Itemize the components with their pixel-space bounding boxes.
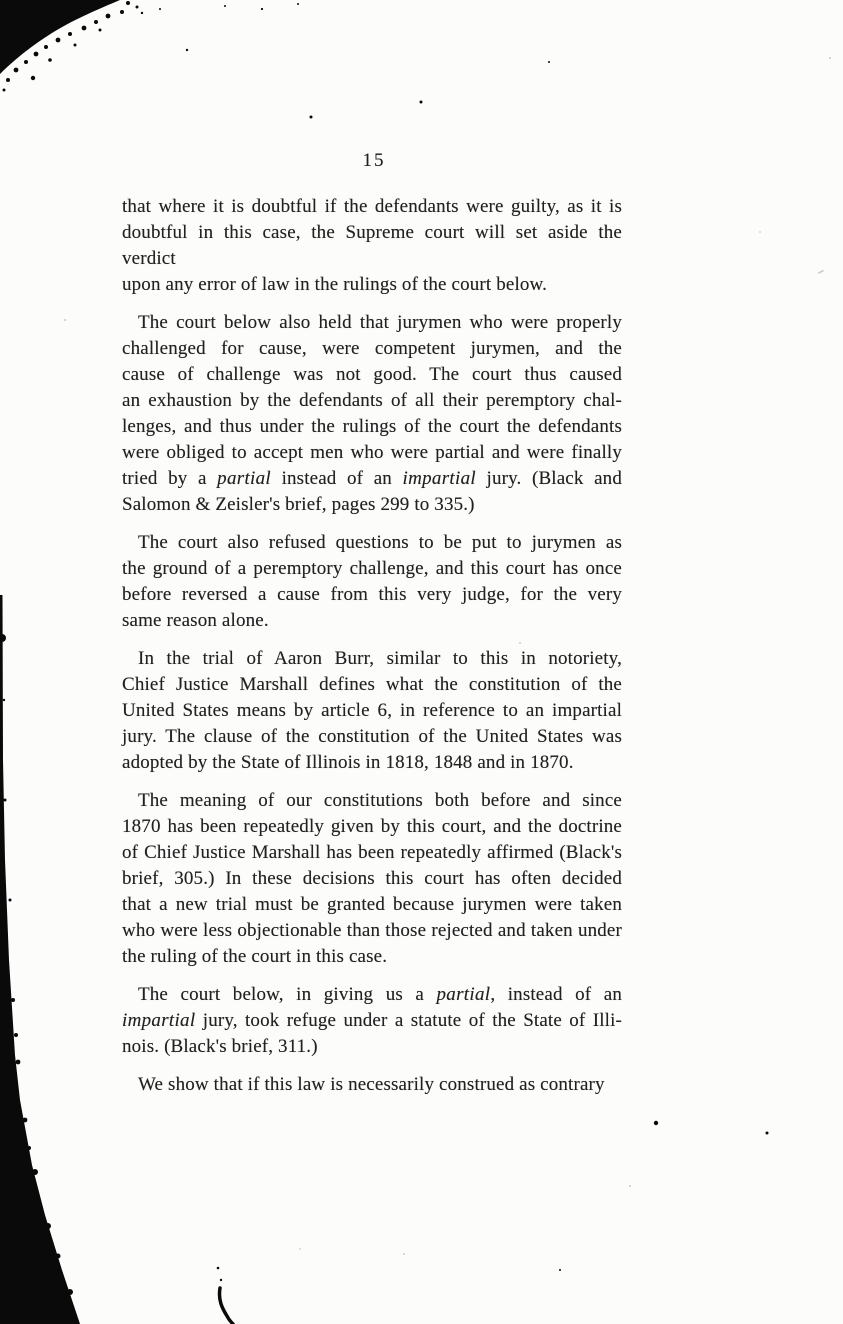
text-line: The court below, in giving us a partial, instead of an: [138, 984, 622, 1005]
body-text: [122, 194, 622, 1098]
paragraph: [122, 788, 622, 970]
text-line: brief, 305.) In these decisions this court has often decided: [122, 868, 622, 889]
text-line: The court below also held that jurymen who were properly: [138, 312, 622, 333]
corner-blob-top-left: [0, 0, 550, 119]
text-line: that a new trial must be granted because jurymen were taken: [122, 894, 622, 915]
text-line: were obliged to accept men who were partial and were finally: [122, 442, 622, 463]
text-line: nois. (Black's brief, 311.): [122, 1036, 318, 1057]
text-line: United States means by article 6, in reference to an impartial: [122, 700, 622, 721]
text-line: same reason alone.: [122, 610, 269, 631]
text-line: the ground of a peremptory challenge, and this court has once: [122, 558, 622, 579]
text-line: who were less objectionable than those rejected and taken under: [122, 920, 622, 941]
text-line: lenges, and thus under the rulings of the court the defendants: [122, 416, 622, 437]
paragraph: [122, 530, 622, 634]
text-line: doubtful in this case, the Supreme court will set aside the verdict: [122, 222, 622, 269]
text-line: The meaning of our constitutions both before and since: [138, 790, 622, 811]
text-line: an exhaustion by the defendants of all their peremptory chal-: [122, 390, 622, 411]
text-line: challenged for cause, were competent jurymen, and the: [122, 338, 622, 359]
text-line: jury. The clause of the constitution of the United States was: [122, 726, 622, 747]
text-line: that where it is doubtful if the defendants were guilty, as it is: [122, 196, 622, 217]
ink-specks: [559, 1121, 769, 1271]
text-line: 1870 has been repeatedly given by this court, and the doctrine: [122, 816, 622, 837]
text-line: before reversed a cause from this very judge, for the very: [122, 584, 622, 605]
text-line: The court also refused questions to be put to jurymen as: [138, 532, 622, 553]
text-line: In the trial of Aaron Burr, similar to this in notoriety,: [138, 648, 622, 669]
text-line: the ruling of the court in this case.: [122, 946, 388, 967]
paragraph: [122, 982, 622, 1060]
page-number: 15: [362, 150, 386, 171]
text-line: impartial jury, took refuge under a statute of the State of Illi-: [122, 1010, 622, 1031]
text-line: upon any error of law in the rulings of the court below.: [122, 274, 548, 295]
text-line: Chief Justice Marshall defines what the constitution of the: [122, 674, 622, 695]
paragraph: [122, 194, 622, 298]
text-line: We show that if this law is necessarily construed as contrary: [138, 1074, 605, 1095]
gutter-shadow-bottom-left: [0, 595, 80, 1324]
fiber-mark: [217, 1267, 233, 1324]
text-line: cause of challenge was not good. The court thus caused: [122, 364, 622, 385]
paragraph: [122, 646, 622, 776]
text-line: adopted by the State of Illinois in 1818, 1848 and in 1870.: [122, 752, 574, 773]
paragraph: [122, 310, 622, 518]
paragraph: [122, 1072, 622, 1098]
text-line: Salomon & Zeisler's brief, pages 299 to 335.): [122, 494, 475, 515]
text-line: tried by a partial instead of an impartial jury. (Black and: [122, 468, 622, 489]
text-line: of Chief Justice Marshall has been repeatedly affirmed (Black's: [122, 842, 622, 863]
